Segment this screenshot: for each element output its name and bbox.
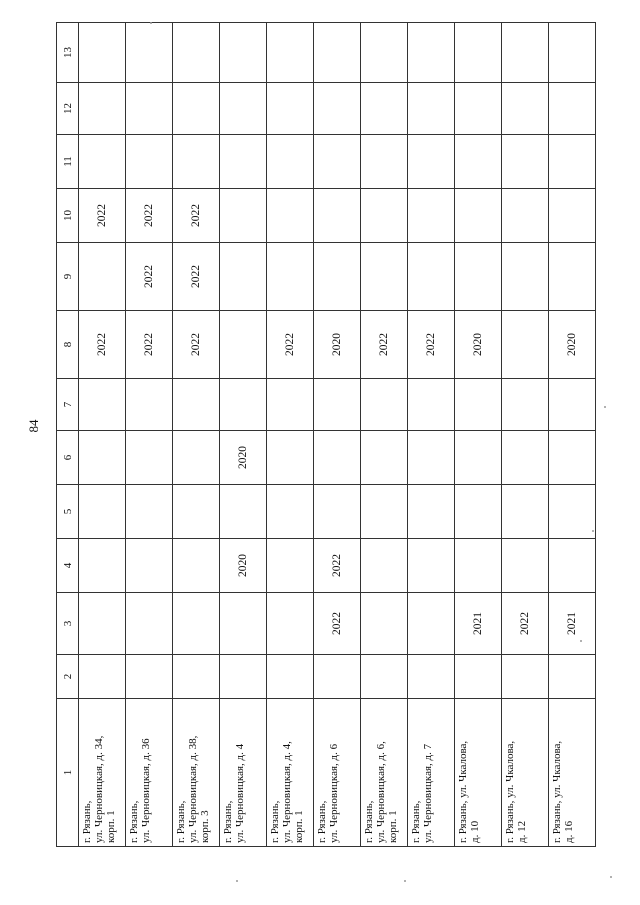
year-cell [408,83,455,135]
table-row [502,23,549,847]
year-cell [126,655,173,699]
year-cell [79,431,126,485]
year-cell [549,189,596,243]
year-cell: 2022 [126,243,173,311]
year-cell [408,539,455,593]
year-cell [361,135,408,189]
year-cell [267,379,314,431]
year-cell [549,539,596,593]
table-row [220,23,267,847]
year-cell [79,83,126,135]
address-cell [502,699,549,847]
year-cell: 2022 [408,311,455,379]
year-cell [126,539,173,593]
year-cell [79,655,126,699]
scan-speck [610,876,612,878]
year-cell [408,655,455,699]
year-cell [408,593,455,655]
year-cell [267,189,314,243]
year-cell: 2022 [173,243,220,311]
year-cell: 2021 [455,593,502,655]
year-cell [267,593,314,655]
year-cell [173,485,220,539]
year-cell [220,83,267,135]
address-line: корп. 1 [293,810,305,843]
column-header-2: 2 [57,655,79,699]
year-cell [549,379,596,431]
address-line: г. Рязань, ул. Чкалова, [504,740,516,843]
address-line: ул. Черновицкая, д. 6 [328,743,340,843]
column-header-1: 1 [57,699,79,847]
address-line: г. Рязань, [410,800,422,843]
year-cell [126,431,173,485]
year-cell [549,431,596,485]
table-row [314,23,361,847]
year-cell [314,83,361,135]
year-cell [220,655,267,699]
year-cell [173,431,220,485]
year-cell [173,379,220,431]
year-cell [361,23,408,83]
year-cell [361,379,408,431]
address-line: г. Рязань, [81,800,93,843]
address-line: д. 10 [469,820,481,843]
year-cell: 2020 [220,539,267,593]
table-row [361,23,408,847]
year-cell: 2022 [502,593,549,655]
year-cell [549,243,596,311]
table-row [267,23,314,847]
address-line: д. 16 [563,820,575,843]
year-cell [79,135,126,189]
year-cell [126,485,173,539]
year-cell [220,23,267,83]
year-cell [408,23,455,83]
column-header-11: 11 [57,135,79,189]
year-cell [314,135,361,189]
year-cell: 2020 [220,431,267,485]
year-cell [455,83,502,135]
address-line: ул. Черновицкая, д. 7 [422,743,434,843]
header-row [57,23,79,847]
year-cell [455,379,502,431]
year-cell [502,189,549,243]
address-line: корп. 1 [387,810,399,843]
table-row [455,23,502,847]
year-cell [361,539,408,593]
scan-speck [150,22,152,24]
year-cell: 2022 [314,593,361,655]
address-cell [314,699,361,847]
year-cell [220,485,267,539]
address-line: корп. 1 [105,810,117,843]
year-cell [126,23,173,83]
address-line: корп. 3 [199,810,211,843]
column-header-13: 13 [57,23,79,83]
column-header-12: 12 [57,83,79,135]
column-header-8: 8 [57,311,79,379]
year-cell [79,23,126,83]
column-header-4: 4 [57,539,79,593]
address-cell [173,699,220,847]
year-cell [361,593,408,655]
column-header-7: 7 [57,379,79,431]
table-row [173,23,220,847]
year-cell: 2022 [361,311,408,379]
year-cell [267,655,314,699]
year-cell: 2020 [314,311,361,379]
year-cell: 2022 [173,311,220,379]
scan-speck [604,406,606,408]
year-cell [267,23,314,83]
year-cell [220,311,267,379]
year-cell [267,485,314,539]
year-cell [502,83,549,135]
table-rotated [56,23,576,847]
year-cell [314,655,361,699]
year-cell [455,655,502,699]
year-cell: 2022 [314,539,361,593]
year-cell [502,311,549,379]
year-cell [79,593,126,655]
address-line: д. 12 [516,820,528,843]
year-cell [502,23,549,83]
scan-speck [592,530,594,532]
column-header-6: 6 [57,431,79,485]
year-cell [314,243,361,311]
year-cell: 2022 [126,189,173,243]
year-cell [455,23,502,83]
address-cell [455,699,502,847]
year-cell [502,135,549,189]
table-row [79,23,126,847]
year-cell [173,83,220,135]
year-cell [126,135,173,189]
year-cell [220,189,267,243]
year-cell [314,189,361,243]
address-line: г. Рязань, [316,800,328,843]
table-row [126,23,173,847]
year-cell [314,431,361,485]
address-line: г. Рязань, [222,800,234,843]
year-cell [361,83,408,135]
year-cell [267,135,314,189]
year-cell [408,379,455,431]
year-cell [549,83,596,135]
year-cell [455,485,502,539]
address-line: ул. Черновицкая, д. 38, [187,735,199,843]
year-cell [408,431,455,485]
year-cell [173,23,220,83]
scan-speck [404,880,406,882]
year-cell [361,485,408,539]
address-line: г. Рязань, ул. Чкалова, [457,740,469,843]
year-cell [455,243,502,311]
address-line: г. Рязань, [363,800,375,843]
year-cell [220,243,267,311]
year-cell [549,655,596,699]
table-body [79,23,596,847]
scan-speck [236,880,238,882]
address-cell [361,699,408,847]
year-cell [220,593,267,655]
year-cell [173,135,220,189]
table-row [408,23,455,847]
year-cell [267,431,314,485]
year-cell: 2022 [79,189,126,243]
column-header-9: 9 [57,243,79,311]
year-cell [549,485,596,539]
address-cell [79,699,126,847]
year-cell [408,189,455,243]
year-cell [361,189,408,243]
year-cell: 2021 [549,593,596,655]
year-cell [455,135,502,189]
year-cell [267,83,314,135]
year-cell [173,539,220,593]
column-header-3: 3 [57,593,79,655]
scan-speck [580,640,582,642]
table-row [549,23,596,847]
address-cell [220,699,267,847]
year-cell [173,655,220,699]
column-header-5: 5 [57,485,79,539]
address-line: ул. Черновицкая, д. 4 [234,743,246,843]
year-cell [502,485,549,539]
address-cell [126,699,173,847]
year-cell [79,243,126,311]
year-cell [220,379,267,431]
address-cell [408,699,455,847]
year-cell: 2022 [267,311,314,379]
address-cell [549,699,596,847]
table-frame [56,23,576,847]
year-cell [79,539,126,593]
year-cell [126,593,173,655]
year-cell: 2020 [549,311,596,379]
year-cell [314,379,361,431]
column-header-10: 10 [57,189,79,243]
year-cell: 2022 [173,189,220,243]
year-cell [361,431,408,485]
year-cell [79,379,126,431]
year-cell [361,655,408,699]
year-cell [267,243,314,311]
year-cell [455,431,502,485]
address-line: г. Рязань, ул. Чкалова, [551,740,563,843]
year-cell [455,189,502,243]
year-cell [361,243,408,311]
year-cell [126,83,173,135]
year-cell: 2022 [79,311,126,379]
schedule-table [56,22,596,847]
address-cell [267,699,314,847]
year-cell: 2022 [126,311,173,379]
year-cell [220,135,267,189]
address-line: г. Рязань, [269,800,281,843]
year-cell [79,485,126,539]
address-line: ул. Черновицкая, д. 4, [281,741,293,843]
year-cell [314,485,361,539]
year-cell [502,539,549,593]
year-cell [408,243,455,311]
year-cell [408,485,455,539]
year-cell [126,379,173,431]
address-line: ул. Черновицкая, д. 6, [375,741,387,843]
year-cell [549,23,596,83]
address-line: ул. Черновицкая, д. 34, [93,735,105,843]
year-cell [549,135,596,189]
address-line: ул. Черновицкая, д. 36 [140,738,152,843]
year-cell: 2020 [455,311,502,379]
year-cell [502,243,549,311]
year-cell [173,593,220,655]
page-number: 84 [26,419,41,433]
year-cell [502,379,549,431]
address-line: г. Рязань, [128,800,140,843]
year-cell [267,539,314,593]
year-cell [502,655,549,699]
year-cell [502,431,549,485]
year-cell [314,23,361,83]
address-line: г. Рязань, [175,800,187,843]
year-cell [408,135,455,189]
year-cell [455,539,502,593]
